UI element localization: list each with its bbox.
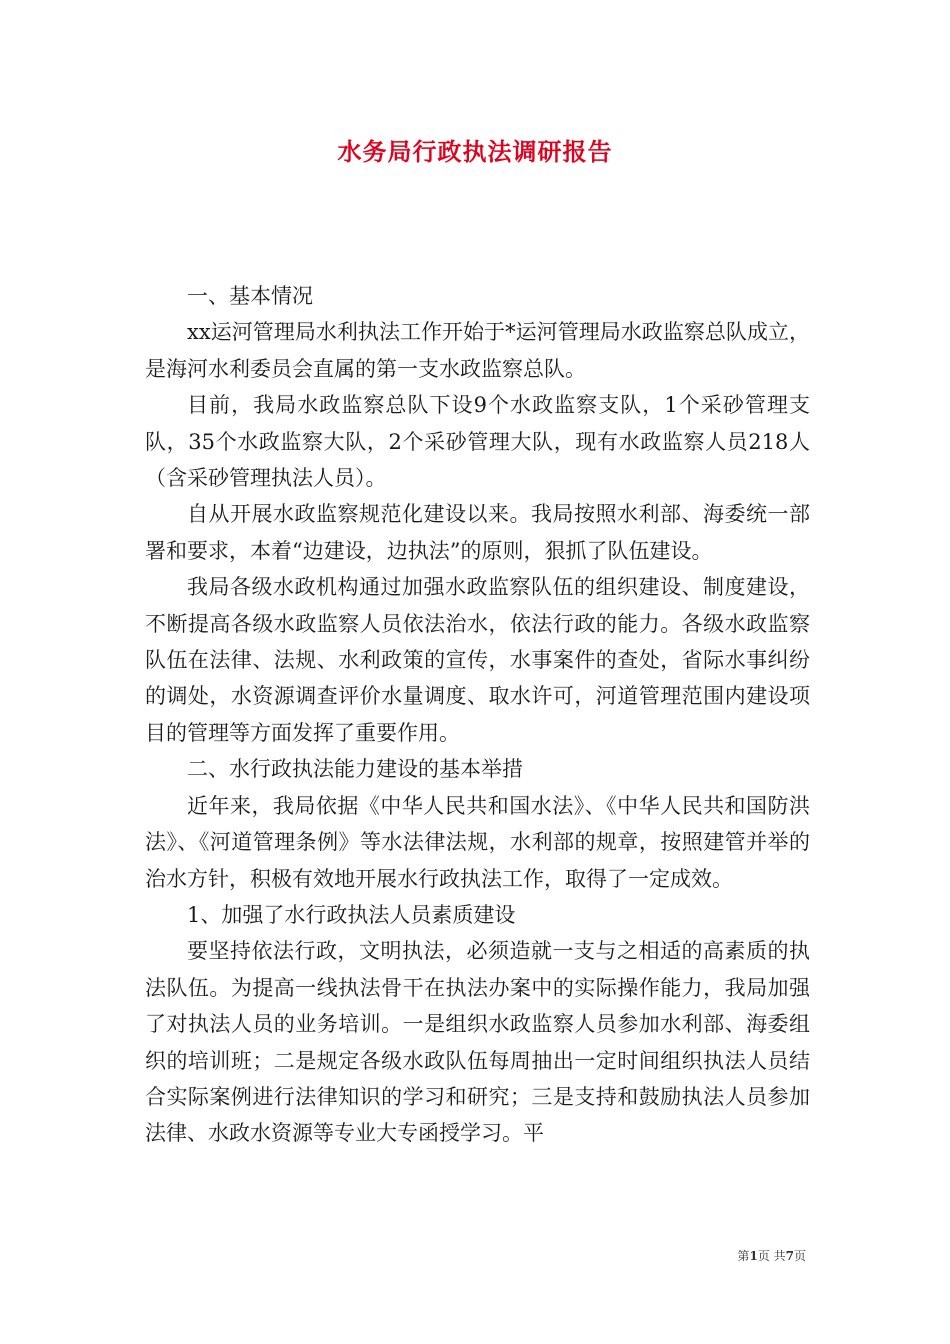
footer-current-page: 1: [749, 1249, 758, 1263]
section-heading-measures: 二、水行政执法能力建设的基本举措: [187, 757, 523, 782]
subsection-heading: 1、加强了水行政执法人员素质建设: [187, 902, 516, 927]
document-title: 水务局行政执法调研报告: [337, 137, 613, 166]
section-heading-basic-situation: 一、基本情况: [187, 284, 313, 308]
footer-suffix: 页: [793, 1249, 806, 1263]
paragraph: 自从开展水政监察规范化建设以来。我局按照水利部、海委统一部署和要求，本着“边建设，边执法”的原则，狠抓了队伍建设。: [145, 502, 810, 563]
footer-middle: 页 共: [757, 1249, 786, 1263]
footer-prefix: 第: [737, 1249, 750, 1263]
paragraph: 我局各级水政机构通过加强水政监察队伍的组织建设、制度建设，不断提高各级水政监察人员依法治水，依法行政的能力。各级水政监察队伍在法律、法规、水利政策的宣传，水事案件的查处，省际水事纠纷的调处，水资源调查评价水量调度、取水许可，河道管理范围内建设项目的管理等方面发挥了重要作用。: [145, 575, 810, 745]
paragraph: 要坚持依法行政，文明执法，必须造就一支与之相适的高素质的执法队伍。为提高一线执法骨干在执法办案中的实际操作能力，我局加强了对执法人员的业务培训。一是组织水政监察人员参加水利部、海委组织的培训班；二是规定各级水政队伍每周抽出一定时间组织执法人员结合实际案例进行法律知识的学习和研究；三是支持和鼓励执法人员参加法律、水政水资源等专业大专函授学习。平: [145, 939, 810, 1146]
paragraph: 目前，我局水政监察总队下设9个水政监察支队，1个采砂管理支队，35个水政监察大队，2个采砂管理大队，现有水政监察人员218人（含采砂管理执法人员）。: [145, 393, 810, 491]
paragraph: xx运河管理局水利执法工作开始于*运河管理局水政监察总队成立，是海河水利委员会直属的第一支水政监察总队。: [145, 320, 810, 381]
footer-total-pages: 7: [785, 1249, 794, 1263]
paragraph: 近年来，我局依据《中华人民共和国水法》、《中华人民共和国防洪法》、《河道管理条例》等水法律法规，水利部的规章，按照建管并举的治水方针，积极有效地开展水行政执法工作，取得了一定成效。: [145, 793, 810, 891]
document-body: [145, 278, 810, 1152]
page-number-footer: [737, 1247, 806, 1264]
